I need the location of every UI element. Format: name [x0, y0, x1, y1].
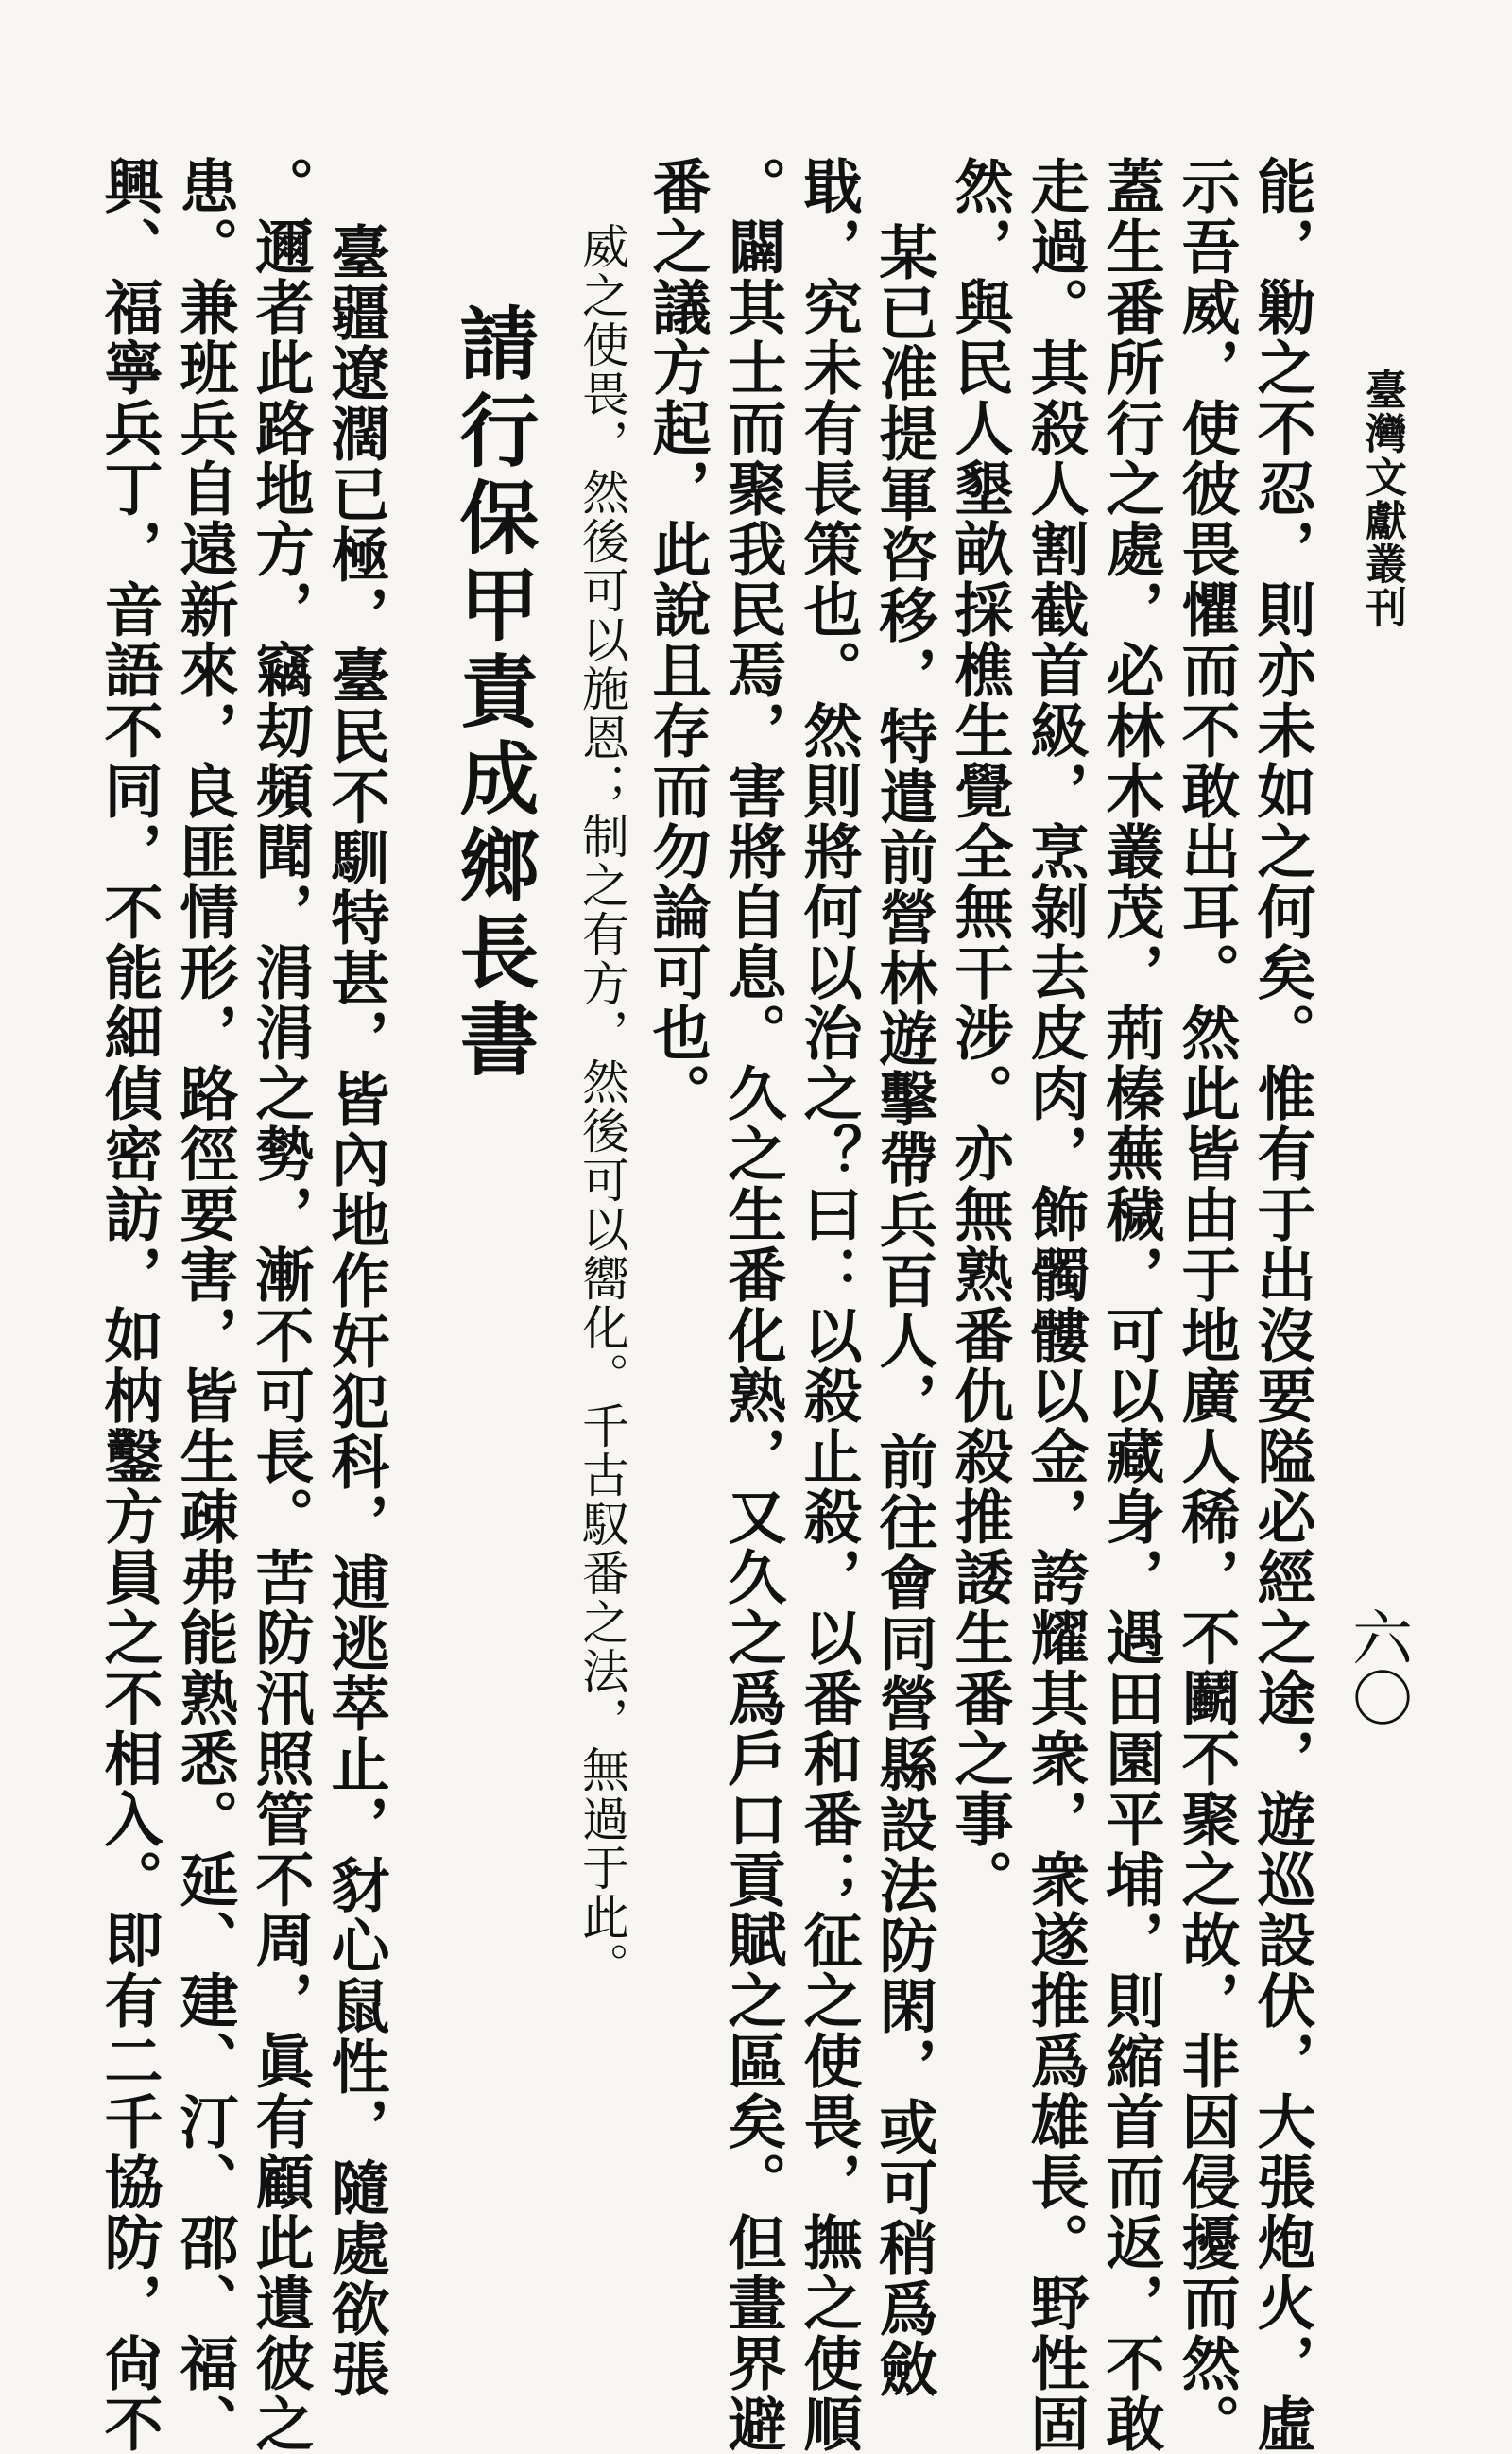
- page-number: 六〇: [1342, 1606, 1412, 1727]
- text-column: 走過。其殺人割截首級，烹剝去皮肉，飾髑髏以金，誇耀其衆，衆遂推爲雄長。野性固: [1021, 156, 1090, 2454]
- text-column: 蓋生番所行之處，必林木叢茂，荊榛蕪穢，可以藏身，遇田園平埔，則縮首而返，不敢: [1096, 156, 1165, 2454]
- essay-title: 請行保甲責成鄉長書: [447, 302, 541, 1085]
- text-column: 。闢其士而聚我民焉，害將自息。久之生番化熟，又久之爲戶口貢賦之區矣。但畫界避: [718, 156, 787, 2454]
- text-column: 臺疆遼濶已極，臺民不馴特甚，皆內地作奸犯科，逋逃萃止，豺心鼠性，隨處欲張: [321, 222, 390, 2399]
- text-column: 戢，究未有長策也。然則將何以治之？曰：以殺止殺，以番和番；征之使畏，撫之使順: [794, 156, 863, 2454]
- text-column: 。邇者此路地方，竊刧頻聞，涓涓之勢，漸不可長。苦防汛照管不周，眞有顧此遺彼之: [246, 156, 315, 2454]
- text-column: 然，與民人墾畝採樵生覺全無干涉。亦無熟番仇殺推諉生番之事。: [945, 156, 1014, 1910]
- text-column: 某已准提軍咨移，特遣前營林遊擊帶兵百人，前往會同營縣設法防閑，或可稍爲斂: [869, 222, 938, 2399]
- running-head: 臺灣文獻叢刊: [1358, 369, 1406, 629]
- text-column: 番之議方起，此說且存而勿論可也。: [643, 156, 712, 1124]
- commentary-note: 威之使畏，然後可以施恩；制之有方，然後可以嚮化。千古馭番之法，無過于此。: [575, 222, 629, 1991]
- text-column: 興、福寧兵丁，音語不同，不能細偵密訪，如枘鑿方員之不相入。即有二千協防，尙不: [94, 156, 163, 2454]
- text-column: 示吾威，使彼畏懼而不敢出耳。然此皆由于地廣人稀，不鬬不聚之故，非因侵擾而然。: [1172, 156, 1241, 2454]
- text-column: 能，勦之不忍，則亦未如之何矣。惟有于出沒要隘必經之途，遊巡設伏，大張炮火，虛: [1247, 156, 1316, 2454]
- text-column: 患。兼班兵自遠新來，良匪情形，路徑要害，皆生疎弗能熟悉。延、建、汀、邵、福、: [170, 156, 239, 2454]
